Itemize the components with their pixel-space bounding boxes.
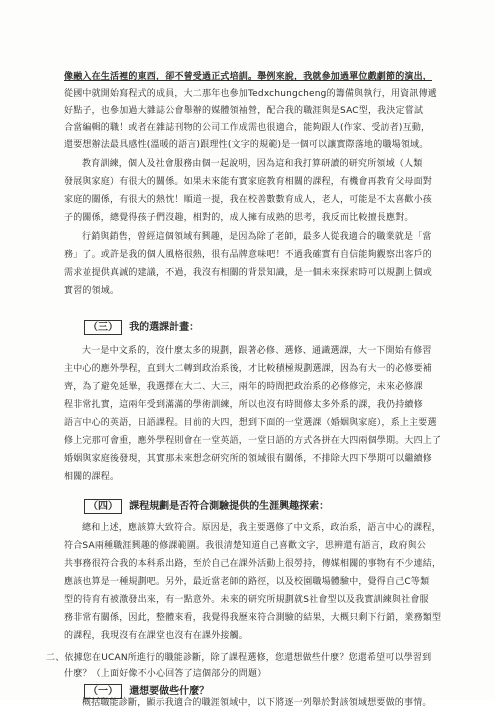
question-2-label: 二、: [46, 653, 65, 663]
p4-line-3: 齊，為了避免延畢，我選擇在大二、大三，兩年的時間把政治系的必修修完，未來必修課: [64, 382, 423, 392]
p4-line-4: 程非常扎實，這兩年受到滿滿的學術訓練，所以也沒有時間修太多外系的課，我仍持續修: [64, 400, 423, 410]
p3-line-4: 實習的領域。: [64, 286, 120, 296]
p2-line-1: 教育訓練，個人及社會服務由個一起說明，因為這和我打算研讀的研究所領域（人類: [82, 159, 423, 169]
section-4-heading: [84, 499, 329, 514]
p3-line-2: 務」了。或許是我的個人風格很熱，很有品牌意味吧！不過我確實有自信能夠觀察出客戶的: [64, 250, 433, 260]
p1-line-4: 合當編輯的職！或者在雜誌刊物的公司工作成需也很適合，能夠跟人(作家、受訪者)互動，: [64, 123, 431, 133]
section-3-heading: [84, 320, 199, 335]
p1-line-1-text: 像融入在生活裡的東西，卻不曾受過正式培訓。舉例來說，我就參加過單位戲劇節的演出，: [64, 72, 433, 82]
section-3-title: 我的選課計畫：: [129, 322, 200, 333]
p2-line-3: 家庭的關係，有很大的熱忱！順道一提，我在校善數數育成人，老人，可能是不太喜歡小孩: [64, 195, 433, 205]
p2-line-4: 子的關係，總覺得孩子們沒趣，相對的，成人擁有成熟的思考，我反而比較擅長應對。: [64, 213, 414, 223]
p2-line-2: 發展與家庭）有很大的關係。如果未來能有實家庭教育相關的課程，有機會再教育父母面對: [64, 177, 433, 187]
p1-line-3: 好點子，也參加過大雜誌公會舉辦的媒體領袖營，配合我的職涯與是SAC型，我決定嘗試: [64, 106, 424, 116]
section-q2-1-label: （一）: [84, 684, 122, 699]
p5-line-3: 共事務很符合我的本科系出路，至於自己在課外活動上很勞持，傳媒相關的事物有不少連結，: [64, 559, 442, 569]
p1-line-1: [64, 71, 432, 83]
p5-line-4: 應該也算是一種規劃吧。另外，最近當老師的路徑，以及校園職場體驗中，覺得自己C等類: [64, 577, 430, 587]
section-4-title: 課程規劃是否符合測驗提供的生涯興趣探索：: [129, 501, 330, 512]
p4-line-5: 語言中心的英語，日語課程。目前的大四，想到下面的一堂選課（婚姻與家庭），系上主要選: [64, 418, 437, 428]
question-2-text-1: 依據您在UCAN所進行的職能診斷，除了課程選修，您還想做些什麼？您還希望可以學習到: [64, 653, 432, 663]
p6-line-1: 概括職能診斷，顯示我適合的職涯領域中，以下將逐一列舉於對該領域想要做的事情。: [82, 698, 432, 708]
p5-line-2: 符合SA兩種職涯興趣的修課範圍。我很清楚知道自己喜歡文字，思辨還有語言，政府與公: [64, 541, 427, 551]
p4-line-1: 大一是中文系的，沒什麼太多的規劃，跟著必修、選修、通識選課，大一下開始有修習: [82, 346, 432, 356]
p4-line-2: 主中心的應外學程，直到大二轉到政治系後，才比較積極規劃選課，因為有大一的必修要補: [64, 364, 433, 374]
p4-line-8: 相關的課程。: [64, 472, 120, 482]
section-q2-1-title: 還想要做些什麼？: [129, 686, 210, 697]
question-2-line-1: [46, 652, 431, 664]
p1-line-2: 從國中就開始寫程式的成員，大二那年也參加Tedxchungcheng的籌備與執行，用資訊傳遞: [64, 89, 437, 99]
question-2-line-2: 什麼？（上面好像不小心回答了這個部分的問題）: [64, 669, 267, 679]
p4-line-7: 婚姻與家庭後發現，其實那未來想念研究所的領域很有關係，不排除大四下學期可以繼續修: [64, 454, 433, 464]
p5-line-5: 型的待育有被激發出來，有一點意外。未來的研究所規劃就S社會型以及我實訓練與社會服: [64, 595, 429, 605]
p1-line-5: 還要想辦法最具感性(溫暖的語言)跟理性(文字的規範)是一個可以讓實際落地的職場領域。: [64, 140, 429, 150]
section-4-label: （四）: [84, 499, 122, 514]
p5-line-1: 總和上述，應該算大致符合。原因是，我主要選修了中文系，政治系，語言中心的課程，: [82, 523, 441, 533]
p3-line-1: 行銷與銷售，曾經這個領域有興趣，是因為除了老師，最多人從我適合的職業就是「當: [82, 232, 432, 242]
p5-line-6: 務非常有關係，因此，整體來看，我覺得我歷來符合測驗的結果，大概只剩下行銷，業務類型: [64, 613, 442, 623]
p5-line-7: 的課程，我現沒有在課堂也沒有在課外接觸。: [64, 631, 249, 641]
p4-line-6: 修上完那可會重，應外學程則會在一堂英語，一堂日語的方式各拼在大四兩個學期。大四上了: [64, 436, 442, 446]
section-3-label: （三）: [84, 320, 122, 335]
p3-line-3: 需求並提供真誠的建議，不過，我沒有相關的背景知識，是一個未來探索時可以規劃上個或: [64, 268, 433, 278]
